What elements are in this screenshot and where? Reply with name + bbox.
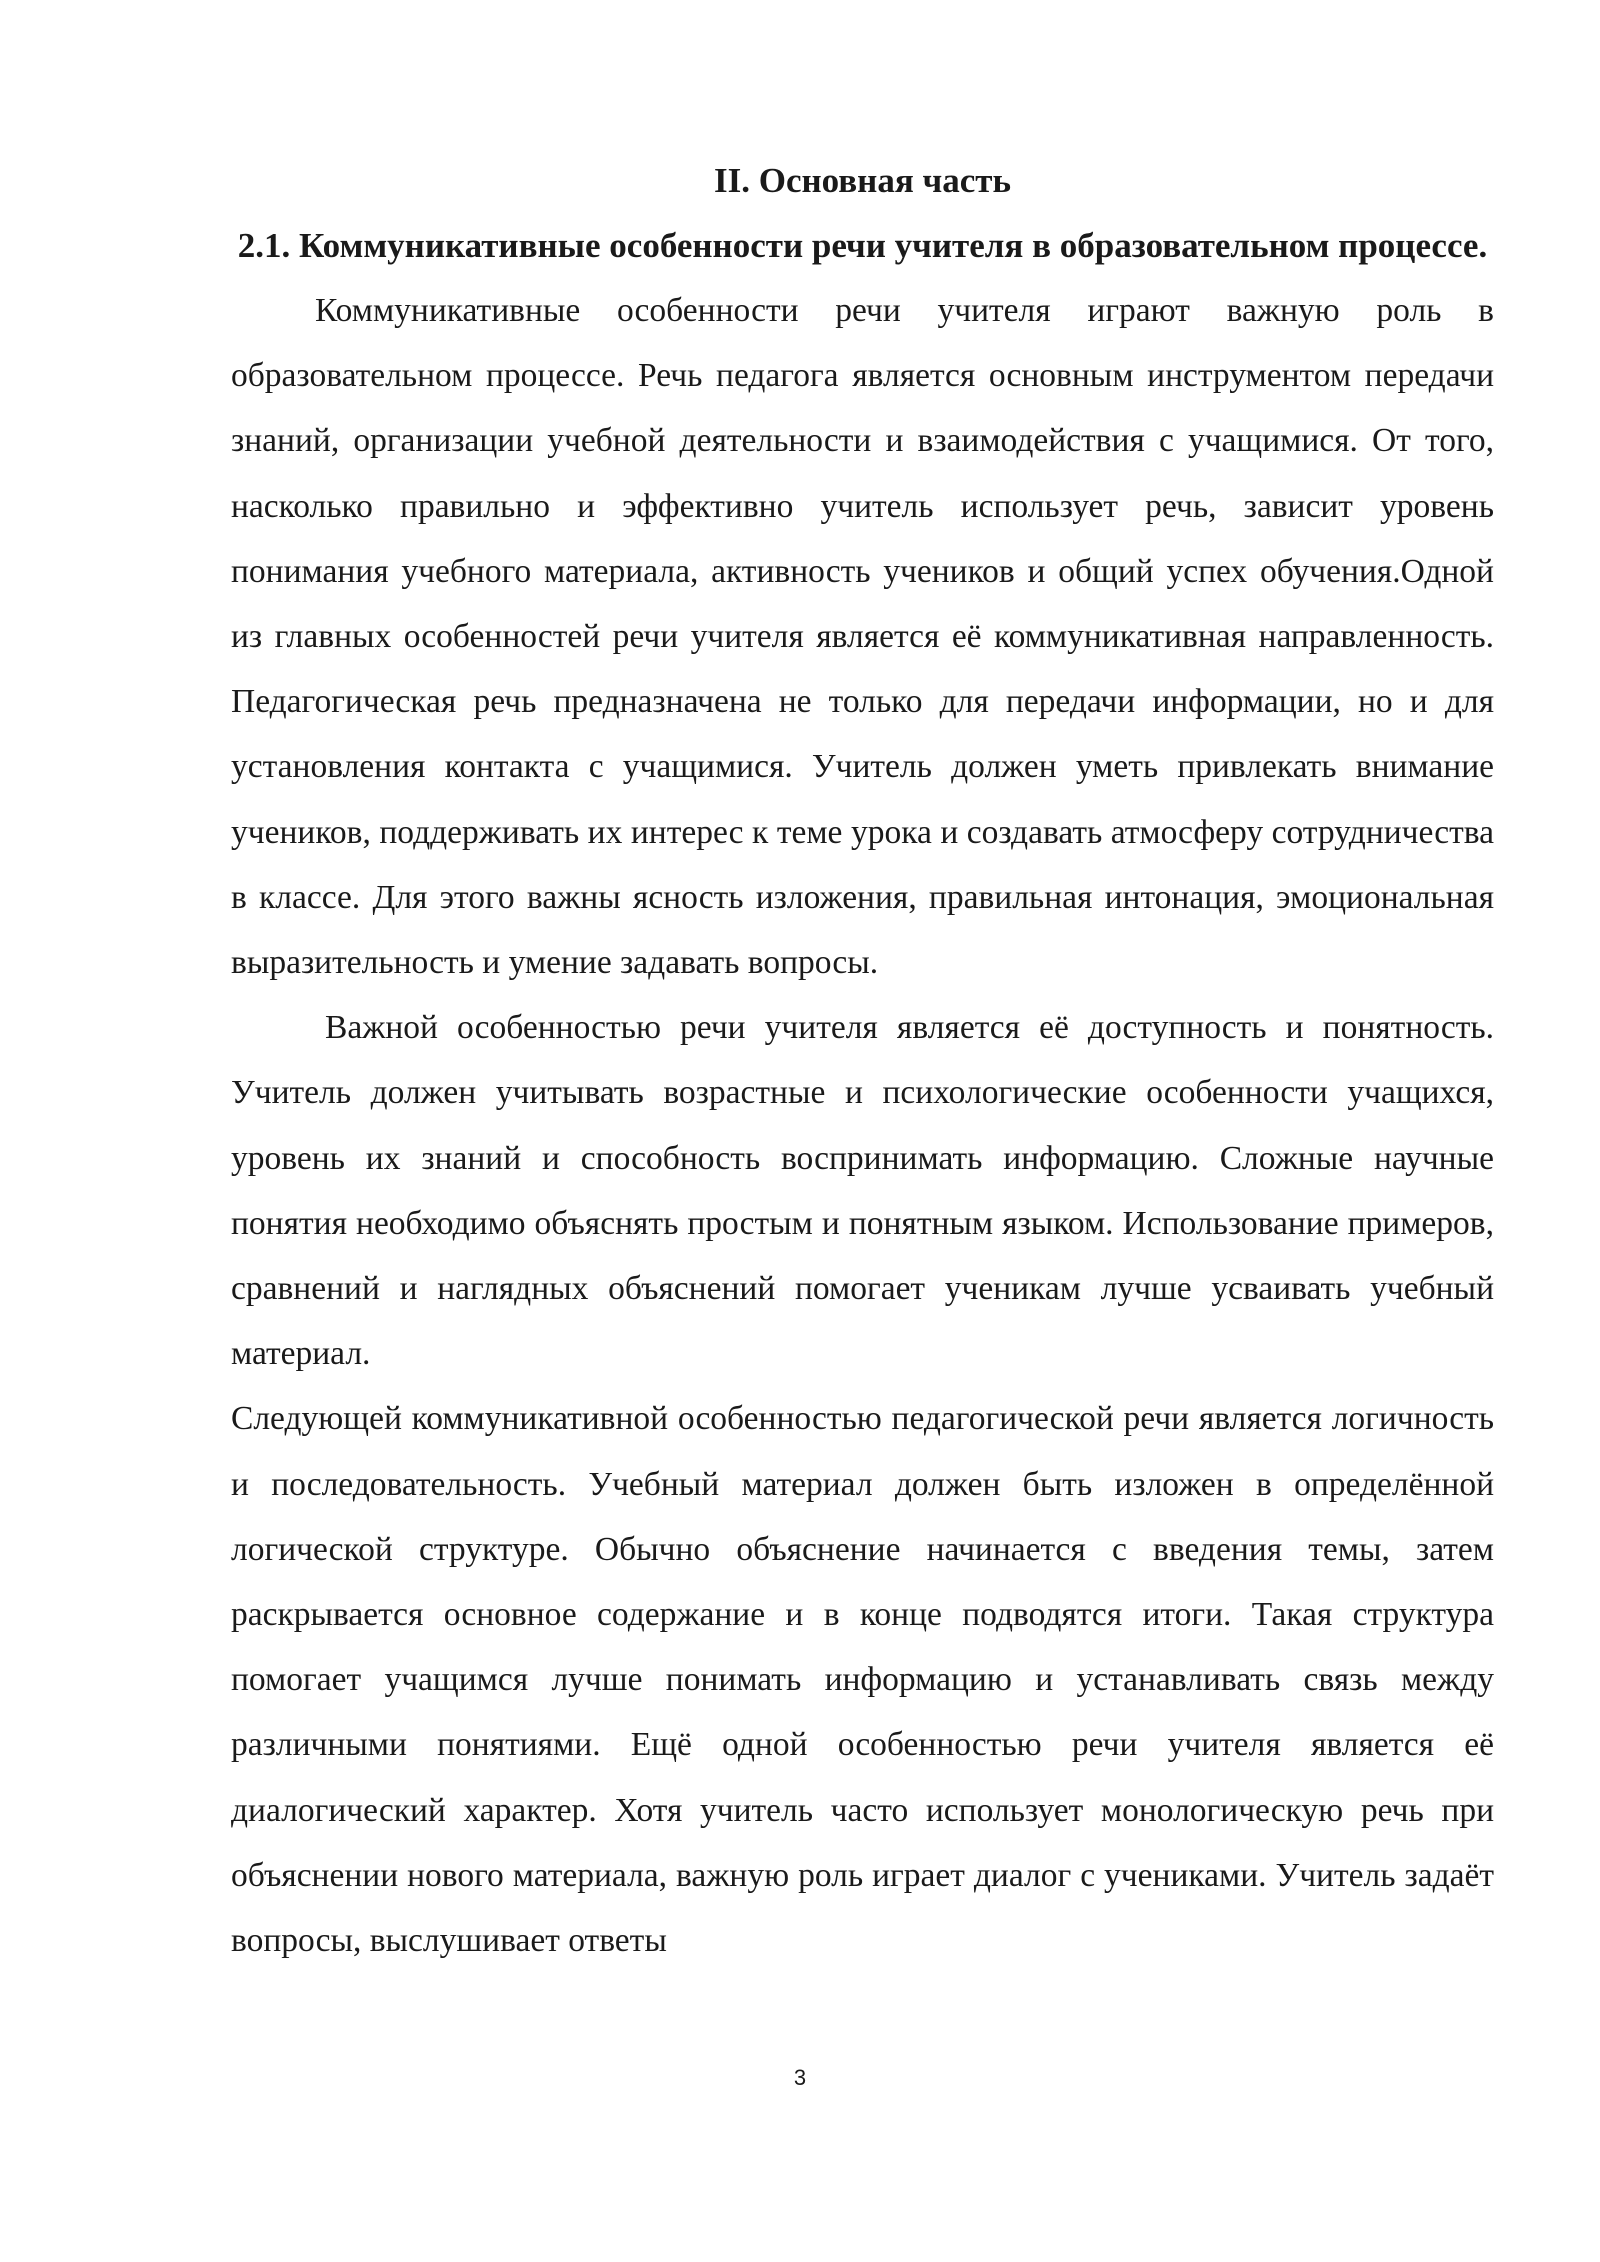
subsection-title: 2.1. Коммуникативные особенности речи учителя в образовательном процессе. [237,226,1488,265]
paragraph-1: Коммуникативные особенности речи учителя играют важную роль в образовательном процессе. Речь педагога является основным инструментом передачи знаний, организации учебной деятельности и взаимодействия с учащимися. От того, насколько правильно и эффективно учитель использует речь, зависит уровень понимания учебного материала, активность учеников и общий успех обучения.Одной из главных особенностей речи учителя является её коммуникативная направленность. Педагогическая речь предназначена не только для передачи информации, но и для установления контакта с учащимися. Учитель должен уметь привлекать внимание учеников, поддерживать их интерес к теме урока и создавать атмосферу сотрудничества в классе. Для этого важны ясность изложения, правильная интонация, эмоциональная выразительность и умение задавать вопросы. [231,292,1494,982]
paragraph-3: Следующей коммуникативной особенностью педагогической речи является логичность и последовательность. Учебный материал должен быть изложен в определённой логической структуре. Обычно объяснение начинается с введения темы, затем раскрывается основное содержание и в конце подводятся итоги. Такая структура помогает учащимся лучше понимать информацию и устанавливать связь между различными понятиями. Ещё одной особенностью речи учителя является её диалогический характер. Хотя учитель часто использует монологическую речь при объяснении нового материала, важную роль играет диалог с учениками. Учитель задаёт вопросы, выслушивает ответы [231,1400,1494,1960]
page-number: 3 [793,2065,807,2090]
section-title: II. Основная часть [713,161,1012,200]
paragraph-2: Важной особенностью речи учителя является её доступность и понятность. Учитель должен учитывать возрастные и психологические особенности учащихся, уровень их знаний и способность воспринимать информацию. Сложные научные понятия необходимо объяснять простым и понятным языком. Использование примеров, сравнений и наглядных объяснений помогает ученикам лучше усваивать учебный материал. [231,1009,1494,1373]
page-content [231,148,1494,1973]
